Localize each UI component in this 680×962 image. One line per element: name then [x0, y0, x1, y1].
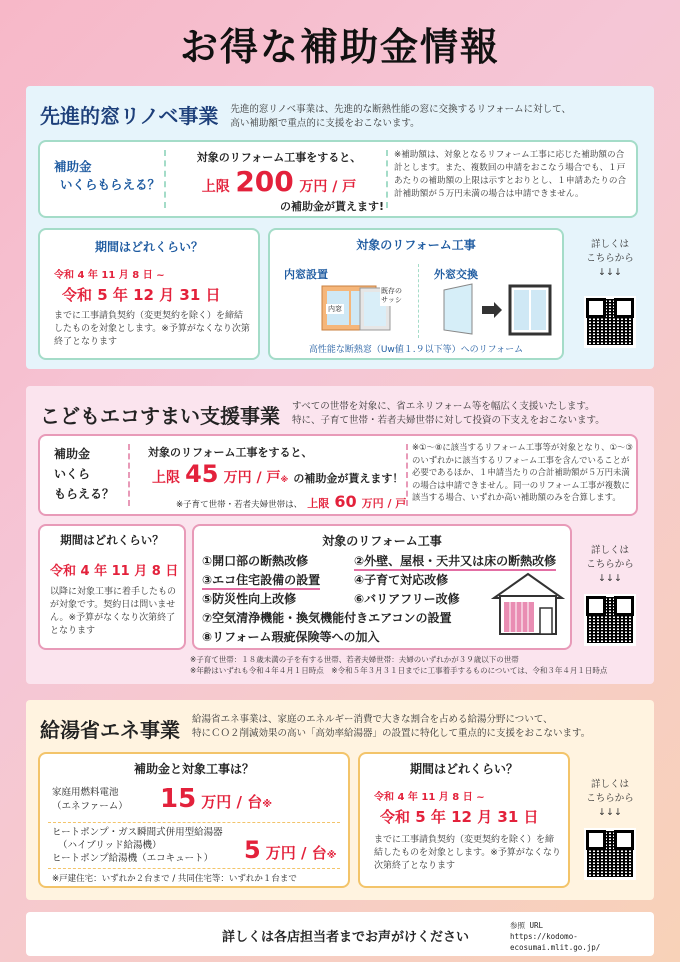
- amount-box: 補助金 いくら もらえる？ 対象のリフォーム工事をすると、 上限 45 万円 / 戸※ の補助金が貰えます！ ※子育て世帯・若者夫婦世帯は、 上限 60 万円 / 戸 ※①～⑧に該当するリフォーム工事等が対象となり、①～③のいずれかに該当するリフォーム工事を含んでいることが必要であるほか、１申請当たりの合計補助額が５万円未満の場合は申請できません。同一のリフォーム工事が複数に該当する場合、いずれか高い補助額のみを合算します。: [38, 434, 638, 516]
- footer-message: 詳しくは各店担当者までお声がけください: [222, 930, 470, 945]
- qr-code-icon[interactable]: [584, 828, 636, 880]
- reference-url-link[interactable]: https://kodomo-ecosumai.mlit.go.jp/: [510, 932, 601, 952]
- period-end: 令和 5 年 12 月 31 日: [62, 286, 221, 304]
- section-description: 先進的窓リノベ事業は、先進的な断熱性能の窓に交換するリフォームに対して、 高い補助額で重点的に支援をおこないます。: [230, 104, 571, 129]
- section-description: すべての世帯を対象に、省エネリフォーム等を幅広く支援いたします。 特に、子育て世帯・若者夫婦世帯に対して投資の下支えをおこないます。: [292, 401, 605, 426]
- amount-value: 上限 200 万円 / 戸: [201, 165, 357, 198]
- amount-note: ※補助額は、対象となるリフォーム工事に応じた補助額の合計とします。また、複数回の申請をおこなう場合でも、１戸あたりの補助額の上限は示すとおりとし、１申請あたりの合計補助額が５万円未満の場合は申請できません。: [394, 150, 627, 199]
- period-end: 令和 5 年 12 月 31 日: [380, 808, 539, 826]
- period-date: 令和 4 年 11 月 8 日: [50, 564, 179, 579]
- section-description: 給湯省エネ事業は、家庭のエネルギー消費で大きな割合を占める給湯分野について、 特にＣＯ２削減効果の高い「高効率給湯器」の設置に特化して重点的に支援をおこないます。: [192, 714, 591, 739]
- reform-box: 対象のリフォーム工事 内窓設置 外窓交換 内窓 既存の サッシ 高性能な断熱窓（Uw値１.９以下等）へのリフォーム: [268, 228, 564, 360]
- period-start: 令和 4 年 11 月 8 日 ~: [54, 270, 165, 281]
- reform-item-3: ③エコ住宅設備の設置: [202, 571, 320, 590]
- section-title: 先進的窓リノベ事業: [40, 104, 219, 128]
- reform-item-1: ①開口部の断熱改修: [202, 554, 309, 568]
- amount-question: 補助金 いくら もらえる？: [54, 447, 115, 501]
- qr-code-icon[interactable]: [584, 594, 636, 646]
- kodomo-eco-section: こどもエコすまい支援事業 すべての世帯を対象に、省エネリフォーム等を幅広く支援いたします。 特に、子育て世帯・若者夫婦世帯に対して投資の下支えをおこないます。 補助金 いくら もらえる？ 対象のリフォーム工事をすると、 上限 45 万円 / 戸※ の補助金が貰えます！ ※子育て世帯・若者夫婦世帯は、 上限 60 万円 / 戸 ※①～⑧に該当するリフォーム工事等が対象となり、①～③のいずれかに該当するリフォーム工事を含んでいることが必要であるほか、１申請当たりの合計補助額が５万円未満の場合は申請できません。同一のリフォーム工事が複数に該当する場合、いずれか高い補助額のみを合算します。 期間はどれくらい？ 令和 4 年 11 月 8 日 以降に対象工事に着手したものが対象です。契約日は問いません。※予算がなくなり次第終了となります 対象のリフォーム工事 ①開口部の断熱改修 ②外壁、屋根・天井又は床の断熱改修 ③エコ住宅設備の設置 ④子育て対応改修 ⑤防災性向上改修 ⑥バリアフリー改修 ⑦空気清浄機能・換気機能付きエアコンの設置 ⑧リフォーム瑕疵保険等への加入 詳しくは こちらから ↓↓↓ ※子育て世帯：１８歳未満の子を有する世帯、若者夫婦世帯：夫婦のいずれかが３９歳以下の世帯 ※年齢はいずれも令和４年４月１日時点 ※令和５年３月３１日までに工事着手するものについては、令和３年４月１日時点: [26, 386, 654, 684]
- reform-item-2: ②外壁、屋根・天井又は床の断熱改修: [354, 552, 556, 571]
- reform-item-5: ⑤防災性向上改修: [202, 592, 297, 606]
- period-start: 令和 4 年 11 月 8 日 ~: [374, 792, 485, 803]
- detail-link-label: 詳しくは こちらから ↓↓↓: [586, 779, 634, 818]
- amount-box: 補助金と対象工事は？ 家庭用燃料電池 （エネファーム） 15 万円 / 台※ ヒートポンプ・ガス瞬間式併用型給湯器 （ハイブリッド給湯機） ヒートポンプ給湯機（エコキュート） 5 万円 / 台※ ※戸建住宅：いずれか２台まで / 共同住宅等：いずれか１台まで: [38, 752, 350, 888]
- period-box: 期間はどれくらい？ 令和 4 年 11 月 8 日 ~ 令和 5 年 12 月 31 日 までに工事請負契約（変更契約を除く）を締結したものを対象とします。※予算がなくなり次第終了となります: [38, 228, 260, 360]
- amount-box: 補助金 いくらもらえる？ 対象のリフォーム工事をすると、 上限 200 万円 / 戸 の補助金が貰えます! ※補助額は、対象となるリフォーム工事に応じた補助額の合計とします。また、複数回の申請をおこなう場合でも、１戸あたりの補助額の上限は示すとおりとし、１申請あたりの合計補助額が５万円未満の場合は申請できません。: [38, 140, 638, 218]
- section-title: 給湯省エネ事業: [40, 718, 180, 742]
- footer: 詳しくは各店担当者までお声がけください 参照 URL https://kodomo-ecosumai.mlit.go.jp/: [26, 912, 654, 956]
- reform-item-4: ④子育て対応改修: [354, 573, 449, 587]
- qr-code-icon[interactable]: [584, 296, 636, 348]
- detail-link-label: 詳しくは こちらから ↓↓↓: [586, 239, 634, 278]
- amount-question: 補助金 いくらもらえる？: [54, 159, 161, 192]
- section-title: こどもエコすまい支援事業: [40, 404, 280, 428]
- reform-item-7: ⑦空気清浄機能・換気機能付きエアコンの設置: [202, 611, 452, 625]
- amount-note: ※①～⑧に該当するリフォーム工事等が対象となり、①～③のいずれかに該当するリフォーム工事を含んでいることが必要であるほか、１申請当たりの合計補助額が５万円未満の場合は申請できません。同一のリフォーム工事が複数に該当する場合、いずれか高い補助額のみを合算します。: [412, 442, 633, 502]
- house-illustration: [490, 570, 566, 636]
- outer-window-illustration: [438, 280, 558, 336]
- period-box: 期間はどれくらい？ 令和 4 年 11 月 8 日 以降に対象工事に着手したものが対象です。契約日は問いません。※予算がなくなり次第終了となります: [38, 524, 186, 650]
- reform-item-6: ⑥バリアフリー改修: [354, 592, 460, 606]
- detail-link-label: 詳しくは こちらから ↓↓↓: [586, 545, 634, 584]
- reform-box: 対象のリフォーム工事 ①開口部の断熱改修 ②外壁、屋根・天井又は床の断熱改修 ③エコ住宅設備の設置 ④子育て対応改修 ⑤防災性向上改修 ⑥バリアフリー改修 ⑦空気清浄機能・換気機能付きエアコンの設置 ⑧リフォーム瑕疵保険等への加入: [192, 524, 572, 650]
- reform-item-8: ⑧リフォーム瑕疵保険等への加入: [202, 630, 380, 644]
- kyuto-section: [26, 700, 654, 900]
- item2-value: 5: [244, 836, 261, 864]
- page-title: お得な補助金情報: [179, 24, 500, 69]
- period-box: 期間はどれくらい？ 令和 4 年 11 月 8 日 ~ 令和 5 年 12 月 31 日 までに工事請負契約（変更契約を除く）を締結したものを対象とします。※予算がなくなり次第終了となります: [358, 752, 570, 888]
- window-renovation-section: [26, 86, 654, 369]
- item1-value: 15: [160, 784, 197, 814]
- amount-value: 45: [185, 460, 219, 488]
